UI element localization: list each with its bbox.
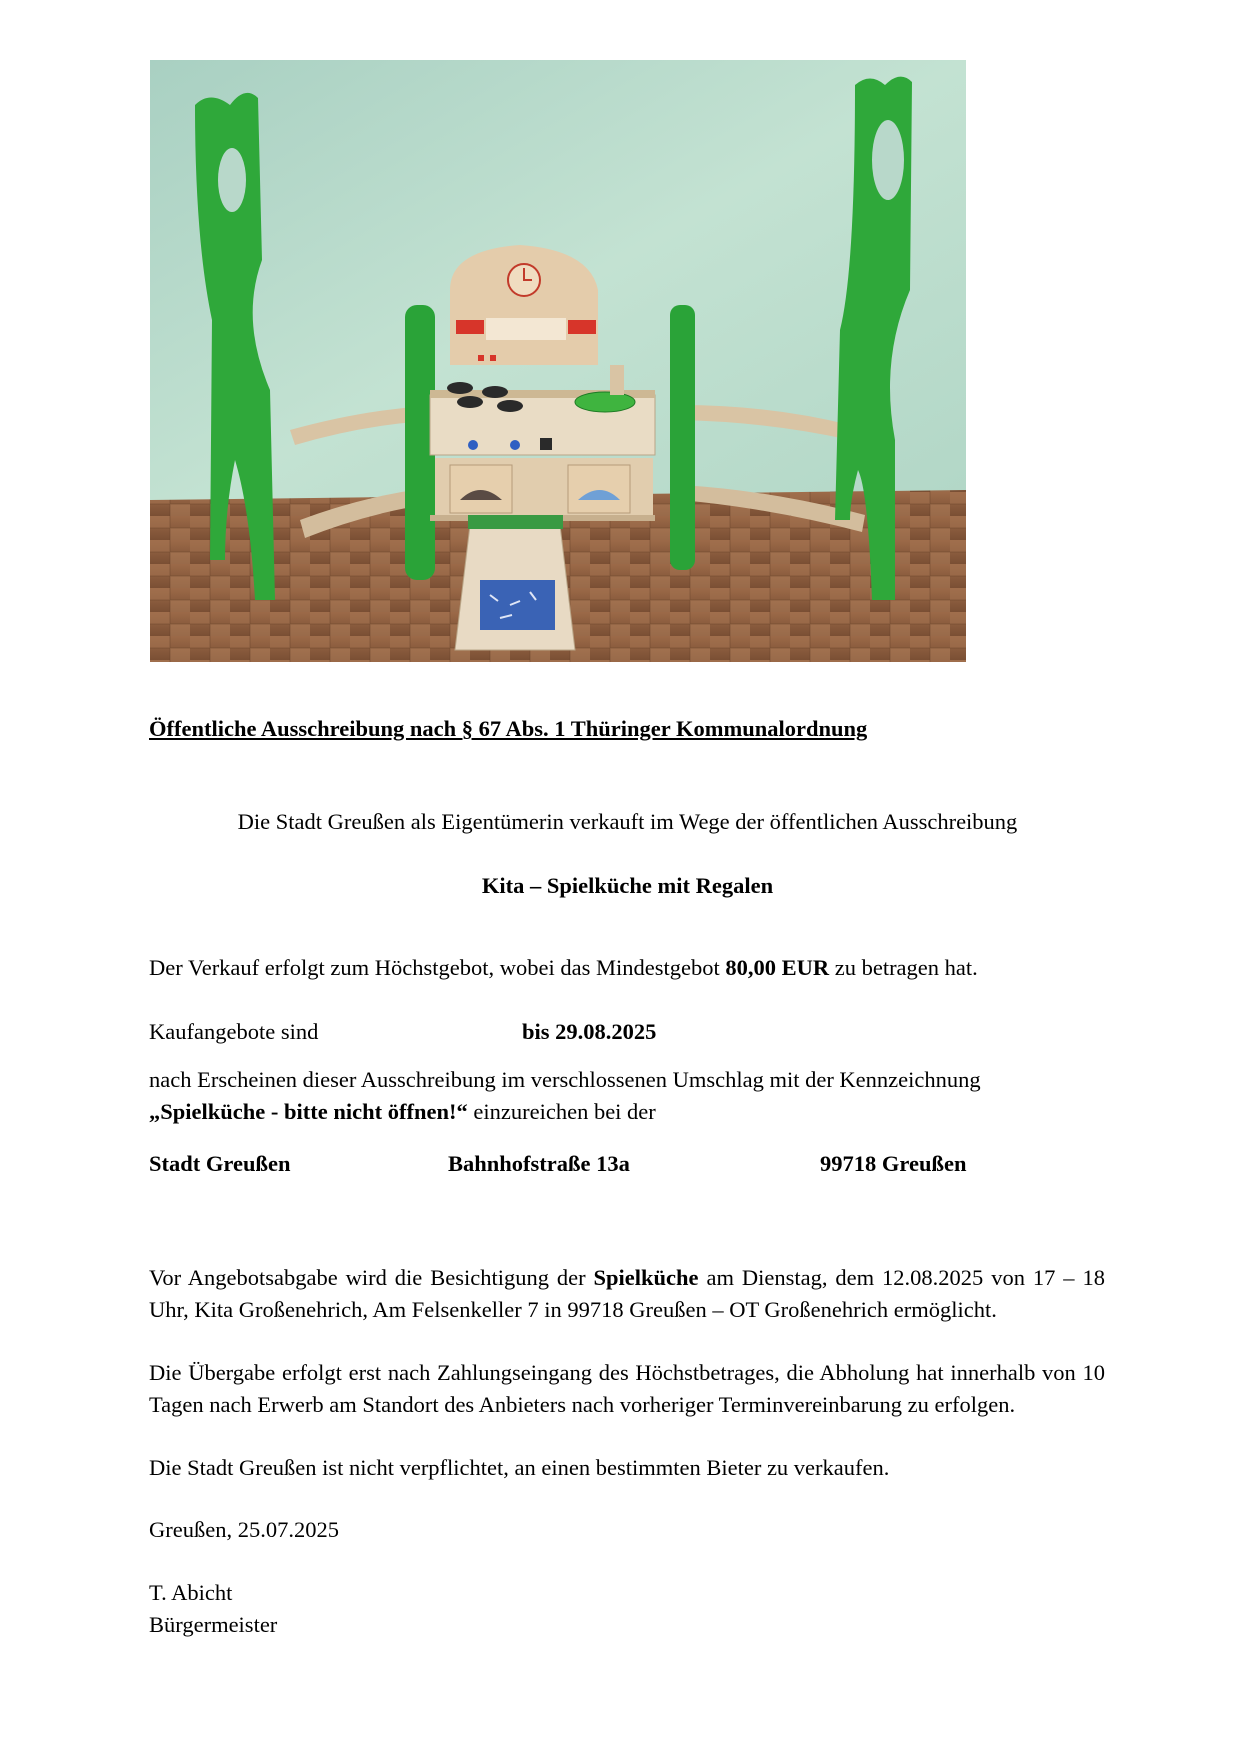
handover-paragraph: Die Übergabe erfolgt erst nach Zahlungseingang des Höchstbetrages, die Abholung hat innerhalb von 10 Tagen nach Erwerb am Standort des Anbieters nach vorheriger Terminvereinbarung zu erfolgen. [149,1360,1105,1417]
envelope-marking: „Spielküche - bitte nicht öffnen!“ [149,1099,468,1124]
play-kitchen-photo [150,60,966,662]
sale-line [149,952,978,984]
minimum-bid: 80,00 EUR [725,955,830,980]
document-heading: Öffentliche Ausschreibung nach § 67 Abs. 1 Thüringer Kommunalordnung [149,716,868,741]
address-city: 99718 Greußen [820,1151,967,1176]
sale-text-before: Der Verkauf erfolgt zum Höchstgebot, wobei das Mindestgebot [149,955,726,980]
signer-title: Bürgermeister [149,1612,278,1637]
green-sink [575,392,635,412]
envelope-rest: einzureichen bei der [467,1099,656,1124]
address-street: Bahnhofstraße 13a [448,1151,630,1176]
disclaimer-paragraph: Die Stadt Greußen ist nicht verpflichtet, an einen bestimmten Bieter zu verkaufen. [149,1455,890,1480]
deadline-value: bis 29.08.2025 [522,1019,657,1044]
intro-line: Die Stadt Greußen als Eigentümerin verkauft im Wege der öffentlichen Ausschreibung [237,809,1018,834]
envelope-marking-line [149,1096,656,1128]
envelope-instruction: nach Erscheinen dieser Ausschreibung im verschlossenen Umschlag mit der Kennzeichnung [149,1067,981,1092]
viewing-paragraph [149,1262,1105,1325]
sale-text-after: zu betragen hat. [829,955,978,980]
green-frame-right [670,305,695,570]
address-name: Stadt Greußen [149,1151,291,1176]
storage-box-right [568,465,630,513]
deadline-label: Kaufangebote sind [149,1019,319,1044]
object-title: Kita – Spielküche mit Regalen [481,873,774,898]
place-date: Greußen, 25.07.2025 [149,1517,339,1542]
signer-name: T. Abicht [149,1580,233,1605]
viewing-item: Spielküche [593,1265,699,1290]
viewing-text-after: am Dienstag, dem 12.08.2025 von 17 – 18 Uhr, Kita Großenehrich, Am Felsenkeller 7 in 99718 Greußen – OT Großenehrich ermöglicht. [149,1265,1105,1322]
storage-box-left [450,465,512,513]
viewing-text-before: Vor Angebotsabgabe wird die Besichtigung der [149,1265,594,1290]
